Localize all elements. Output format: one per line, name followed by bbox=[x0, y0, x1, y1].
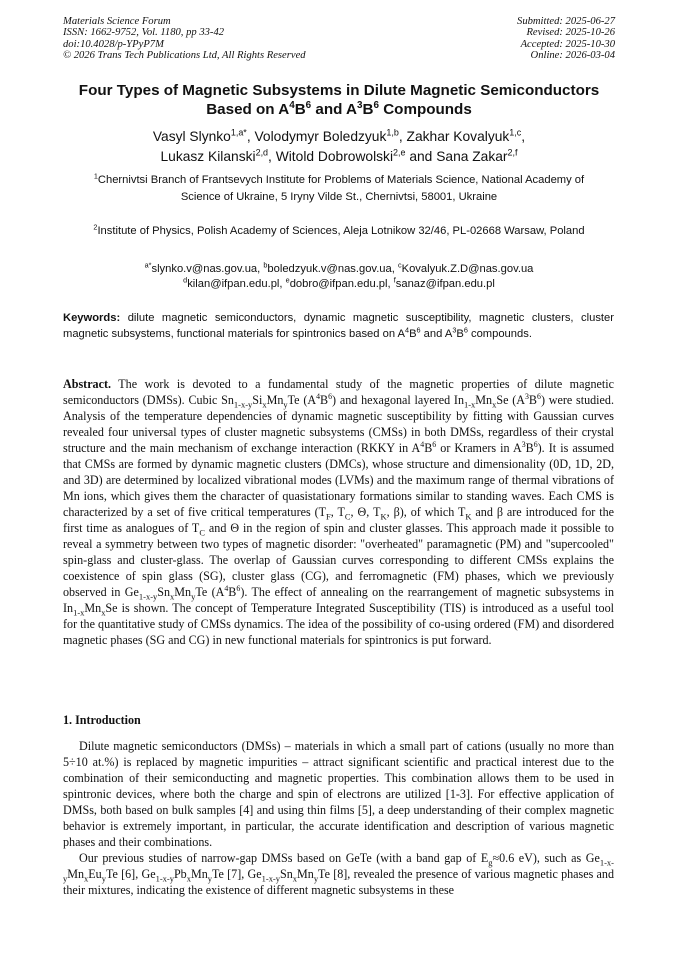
author-name: Lukasz Kilanski bbox=[160, 149, 256, 164]
affiliation-mark: 2 bbox=[93, 222, 98, 232]
date-accepted: Accepted: 2025-10-30 bbox=[520, 38, 615, 50]
abstract-sup: 3 bbox=[521, 439, 526, 449]
abstract-text: and β are introduced for the first time as analogues of T bbox=[63, 505, 615, 535]
abstract-text: Mn bbox=[174, 585, 192, 599]
email-link[interactable]: kilan@ifpan.edu.pl, bbox=[187, 277, 286, 290]
abstract-text: , Θ, T bbox=[350, 505, 381, 519]
title-text: B bbox=[294, 101, 306, 118]
author-sep: , bbox=[246, 129, 255, 144]
date-submitted: Submitted: 2025-06-27 bbox=[517, 16, 615, 27]
email-line-1 bbox=[75, 262, 603, 277]
abstract-sub: F bbox=[326, 511, 331, 522]
abstract-sup: 4 bbox=[316, 391, 321, 401]
author-name: Zakhar Kovalyuk bbox=[406, 129, 510, 144]
author-sep: , bbox=[521, 129, 526, 144]
affiliation-text: Chernivtsi Branch of Frantsevych Institute for Problems of Materials Science, National Academy of Science of Ukraine, 5 Iryny Vilde St., Chernivtsi, 58001, Ukraine bbox=[97, 174, 585, 203]
abstract-text: ). It is assumed that CMSs are formed by dynamic magnetic clusters (DMCs), whose structure and dimensionality (0D, 1D, 2D, and 3D) are determined by localized vibrational modes (LVMs) and the maximum range of thermal vibrations of Mn ions, which gives them the character of quasistationary formations similar to standing waves. Each CMS is characterized by a set of five critical temperatures (T bbox=[63, 441, 614, 519]
title-sup: 4 bbox=[289, 99, 295, 111]
paper-title bbox=[50, 81, 628, 119]
intro-sub: x bbox=[292, 873, 297, 884]
intro-paragraph-1: Dilute magnetic semiconductors (DMSs) – materials in which a small part of cations (usually no more than 5÷10 at.%) is replaced by magnetic impurities – attract significant scientific and practical interest due to the combination of their semiconducting and magnetic properties. This combination allows them to be used in spintronic devices, where both the charge and spin of electrons are utilized [1-3]. For effective application of DMSs, both based on bulk samples [4] and using thin films [5], a deep understanding of their complex magnetic behavior is extremely important, in particular, the accurate identification and description of various magnetic phases and their combinations. bbox=[63, 739, 614, 849]
abstract-text: ) and hexagonal layered In bbox=[332, 393, 464, 407]
author-sep: and bbox=[405, 149, 437, 164]
intro-paragraph-2 bbox=[63, 850, 614, 898]
title-sup: 6 bbox=[305, 99, 312, 111]
author-line-2 bbox=[50, 147, 628, 167]
abstract-text: Sn bbox=[157, 585, 171, 599]
abstract-sub: 1-x-y bbox=[138, 591, 158, 602]
author-line-1 bbox=[50, 127, 628, 147]
journal-issn: ISSN: 1662-9752, Vol. 1180, pp 33-42 bbox=[63, 27, 225, 39]
intro-sub: y bbox=[101, 873, 106, 884]
abstract-sup: 6 bbox=[533, 439, 538, 449]
affiliation-2 bbox=[75, 223, 603, 240]
abstract-text: B bbox=[320, 393, 329, 407]
title-text: Compounds bbox=[378, 101, 472, 118]
title-sup: 6 bbox=[373, 99, 379, 111]
author-mark: 1,b bbox=[386, 127, 399, 138]
keywords-text: dilute magnetic semiconductors, dynamic magnetic susceptibility, magnetic clusters, cluster magnetic subsystems, functional materials for spintronics based on A bbox=[63, 312, 614, 340]
intro-text: Te [6], Ge bbox=[105, 867, 156, 881]
affiliation-1 bbox=[75, 172, 603, 205]
abstract-sup: 3 bbox=[524, 391, 529, 401]
intro-sub: y bbox=[313, 873, 319, 884]
intro-text: Pb bbox=[173, 867, 187, 881]
intro-text: Mn bbox=[190, 867, 208, 881]
abstract-text: Mn bbox=[475, 393, 493, 407]
journal-name: Materials Science Forum bbox=[63, 16, 171, 27]
email-line-2 bbox=[75, 274, 603, 292]
keywords-sup: 6 bbox=[463, 325, 468, 335]
abstract-text: ) were studied. Analysis of the temperature dependencies of dynamic magnetic susceptibility by fitting with Gaussian curves revealed four universal types of cluster magnetic subsystems (CMSs) in both DMSs, regardless of their crystal structure and the main mechanism of exchange interaction (RKKY in A bbox=[63, 393, 614, 455]
email-link[interactable]: dobro@ifpan.edu.pl, bbox=[289, 277, 394, 290]
abstract-text: B bbox=[528, 393, 537, 407]
intro-text: Our previous studies of narrow-gap DMSs based on GeTe (with a band gap of E bbox=[79, 851, 489, 865]
intro-sub: y bbox=[207, 873, 212, 884]
abstract-sub: x bbox=[101, 607, 106, 618]
abstract-sup: 6 bbox=[236, 583, 241, 593]
abstract-sub: C bbox=[344, 511, 351, 522]
keywords-text: B bbox=[409, 328, 417, 340]
abstract-sub: x bbox=[262, 399, 267, 410]
keywords-label: Keywords: bbox=[63, 312, 121, 324]
abstract-block bbox=[63, 376, 614, 648]
email-mark: a* bbox=[144, 260, 152, 270]
keywords-sup: 4 bbox=[405, 325, 410, 335]
journal-copyright: © 2026 Trans Tech Publications Ltd, All Rights Reserved bbox=[63, 50, 306, 62]
title-line-2 bbox=[50, 100, 628, 119]
intro-text: Te [7], Ge bbox=[212, 867, 262, 881]
affiliation-text: Institute of Physics, Polish Academy of Sciences, Aleja Lotnikow 32/46, PL-02668 Warsaw, Poland bbox=[97, 225, 585, 237]
abstract-sub: C bbox=[199, 527, 205, 538]
abstract-sub: K bbox=[380, 511, 387, 522]
abstract-text: Si bbox=[252, 393, 263, 407]
keywords-sup: 3 bbox=[452, 325, 457, 335]
affiliation-mark: 1 bbox=[93, 171, 98, 181]
title-text: Based on A bbox=[206, 101, 290, 118]
intro-text: Te [8], revealed the presence of various magnetic phases and their mixtures, indicating the existence of different magnetic subsystems in these bbox=[63, 867, 615, 897]
abstract-text: or Kramers in A bbox=[436, 441, 522, 455]
email-link[interactable]: slynko.v@nas.gov.ua, bbox=[151, 263, 264, 275]
abstract-sup: 6 bbox=[537, 391, 541, 401]
abstract-text: and Θ in the region of spin and cluster glasses. This approach made it possible to reveal a symmetry between two types of magnetic disorder: "overheated" paramagnetic (PM) and "supercooled" spin-glass and cluster-glass. The overlap of Gaussian curves corresponding to different CMSs explains the coexistence of spin glass (SG), cluster glass (CG), and ferromagnetic (FM) phases, which we previously observed in Ge bbox=[63, 521, 614, 599]
intro-text: ≈0.6 eV), such as Ge bbox=[492, 851, 600, 865]
abstract-label: Abstract. bbox=[63, 377, 112, 391]
email-mark: f bbox=[393, 274, 396, 284]
author-mark: 2,f bbox=[507, 147, 518, 158]
abstract-sub: 1-x-y bbox=[233, 399, 253, 410]
intro-sub: 1-x-y bbox=[155, 873, 174, 884]
email-mark: e bbox=[285, 274, 290, 284]
email-link[interactable]: boledzyuk.v@nas.gov.ua, bbox=[267, 263, 398, 275]
intro-sub: 1-x-y bbox=[63, 857, 614, 884]
abstract-sup: 6 bbox=[328, 391, 333, 401]
abstract-sup: 4 bbox=[420, 439, 425, 449]
keywords-block bbox=[63, 310, 614, 342]
date-online: Online: 2026-03-04 bbox=[530, 50, 615, 62]
abstract-text: Se (A bbox=[496, 393, 525, 407]
keywords-text: compounds. bbox=[467, 328, 532, 340]
abstract-text: B bbox=[525, 441, 534, 455]
abstract-text: ). The effect of annealing on the rearrangement of magnetic subsystems in In bbox=[63, 585, 614, 615]
introduction-body bbox=[63, 738, 614, 898]
email-mark: d bbox=[183, 274, 188, 284]
abstract-text: B bbox=[228, 585, 237, 599]
intro-text: Mn bbox=[297, 867, 314, 881]
abstract-text: B bbox=[424, 441, 433, 455]
title-text: and A bbox=[311, 101, 358, 118]
author-mark: 2,d bbox=[255, 147, 269, 158]
intro-sub: g bbox=[488, 857, 493, 868]
intro-sub: 1-x-y bbox=[261, 873, 280, 884]
intro-text: Mn bbox=[67, 867, 85, 881]
title-text: B bbox=[362, 101, 374, 118]
keywords-sup: 6 bbox=[416, 325, 421, 335]
abstract-sub: y bbox=[191, 591, 196, 602]
author-sep: , bbox=[398, 129, 407, 144]
author-name: Volodymyr Boledzyuk bbox=[254, 129, 387, 144]
intro-text: Eu bbox=[88, 867, 102, 881]
email-list bbox=[75, 262, 603, 291]
journal-header-left bbox=[63, 16, 306, 62]
abstract-sub: x bbox=[170, 591, 175, 602]
title-line-1: Four Types of Magnetic Subsystems in Dilute Magnetic Semiconductors bbox=[78, 82, 600, 99]
abstract-sup: 4 bbox=[224, 583, 229, 593]
intro-sub: x bbox=[84, 873, 89, 884]
author-list bbox=[50, 127, 628, 167]
abstract-text: , β), of which T bbox=[386, 505, 466, 519]
date-revised: Revised: 2025-10-26 bbox=[526, 27, 615, 39]
abstract-sub: x bbox=[492, 399, 497, 410]
abstract-sup: 6 bbox=[432, 439, 437, 449]
abstract-text: Se is shown. The concept of Temperature Integrated Susceptibility (TIS) is introduced as a useful tool for the quantitative study of CMSs dynamics. The idea of the possibility of co-using ordered (FM) and disordered magnetic phases (SG and CG) in new functional materials for spintronics is put forward. bbox=[63, 601, 614, 647]
abstract-sub: K bbox=[465, 511, 472, 522]
author-name: Sana Zakar bbox=[436, 149, 508, 164]
section-heading-introduction: 1. Introduction bbox=[63, 713, 141, 727]
abstract-text: Mn bbox=[84, 601, 102, 615]
intro-text: Sn bbox=[279, 867, 293, 881]
title-sup: 3 bbox=[357, 99, 363, 111]
abstract-text: , T bbox=[330, 505, 345, 519]
email-link[interactable]: sanaz@ifpan.edu.pl bbox=[395, 277, 495, 290]
abstract-text: Te (A bbox=[287, 393, 317, 407]
author-mark: 2,e bbox=[393, 147, 406, 158]
author-mark: 1,a* bbox=[230, 127, 247, 138]
journal-doi[interactable]: doi:10.4028/p-YPyP7M bbox=[63, 38, 164, 50]
author-name: Vasyl Slynko bbox=[152, 129, 231, 144]
email-mark: b bbox=[263, 260, 268, 270]
author-mark: 1,c bbox=[509, 127, 522, 138]
keywords-text: and A bbox=[420, 328, 453, 340]
author-name: Witold Dobrowolski bbox=[275, 149, 394, 164]
intro-sub: x bbox=[186, 873, 191, 884]
author-sep: , bbox=[268, 149, 276, 164]
email-link[interactable]: Kovalyuk.Z.D@nas.gov.ua bbox=[401, 263, 534, 275]
journal-header-right bbox=[517, 16, 615, 62]
abstract-sub: y bbox=[283, 399, 288, 410]
abstract-text: Mn bbox=[266, 393, 284, 407]
abstract-sub: 1-x bbox=[73, 607, 85, 618]
abstract-text: Te (A bbox=[195, 585, 225, 599]
email-mark: c bbox=[397, 260, 402, 270]
keywords-text: B bbox=[456, 328, 464, 340]
abstract-sub: 1-x bbox=[464, 399, 476, 410]
abstract-text: The work is devoted to a fundamental study of the magnetic properties of dilute magnetic semiconductors (DMSs). Cubic Sn bbox=[63, 377, 614, 407]
